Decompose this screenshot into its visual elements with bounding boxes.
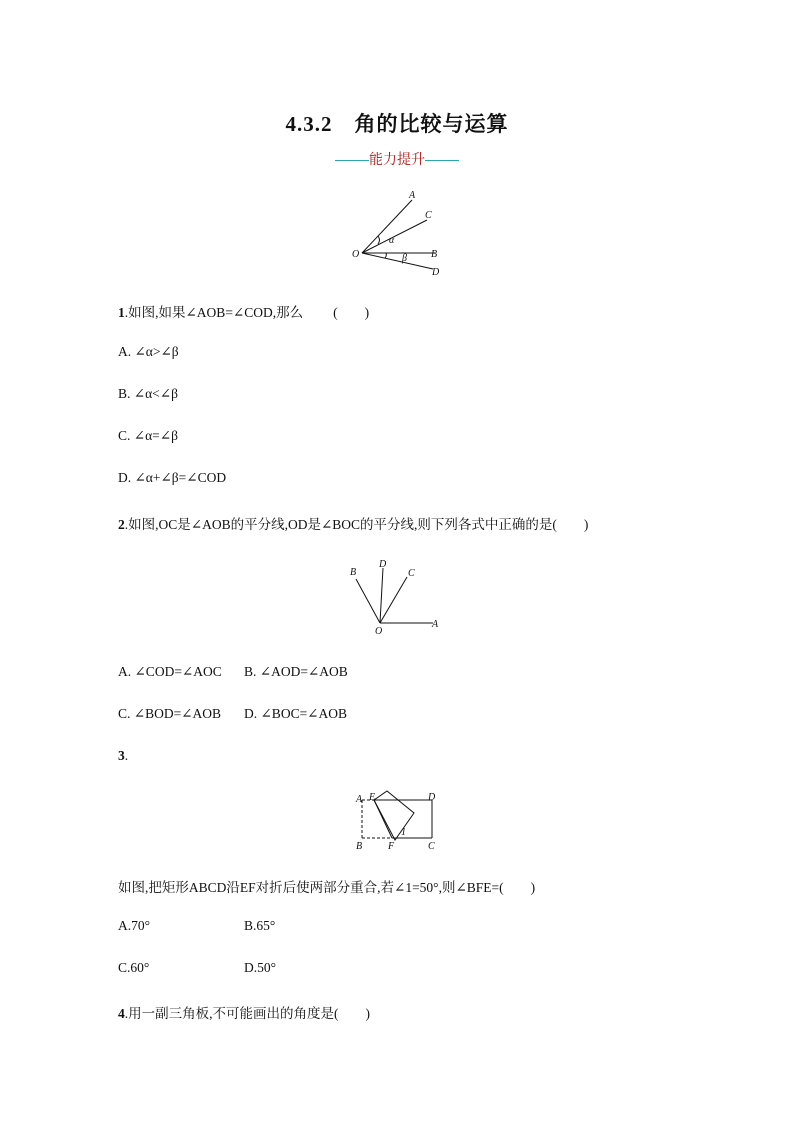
question-4-text: .用一副三角板,不可能画出的角度是( ) [124, 1006, 370, 1021]
label-d: D [432, 267, 440, 278]
label-alpha: α [389, 235, 395, 246]
question-1 [118, 301, 369, 321]
label-a: A [409, 190, 416, 201]
page-title: 4.3.2 角的比较与运算 [285, 112, 509, 136]
label-o: O [352, 249, 360, 260]
arc-alpha [378, 236, 380, 244]
subtitle-rule-right [425, 160, 459, 161]
section-subtitle [0, 149, 794, 169]
q3-option-c: C.60° [118, 960, 150, 975]
question-1-number: 1 [118, 305, 125, 320]
question-3-dot: . [124, 748, 129, 763]
question-4 [118, 1002, 370, 1022]
q3-option-a: A.70° [118, 918, 151, 933]
label-b: B [356, 841, 363, 852]
figure-2-bisectors [345, 555, 445, 637]
figure-1-angles [345, 185, 455, 280]
label-c: C [428, 841, 435, 852]
q3-option-d: D.50° [244, 960, 277, 975]
ray-oa [362, 200, 412, 253]
q1-option-d: D. ∠α+∠β=∠COD [118, 470, 227, 485]
label-a: A [432, 619, 439, 630]
question-1-paren: ( ) [333, 305, 370, 320]
question-2 [118, 513, 588, 533]
label-beta: β [402, 253, 407, 264]
fold-line-ef [374, 800, 392, 838]
ray-ob [356, 579, 380, 623]
label-c: C [425, 210, 432, 221]
label-e: E [369, 792, 376, 803]
label-a: A [356, 794, 363, 805]
q1-option-a: A. ∠α>∠β [118, 344, 179, 359]
question-3-body: 如图,把矩形ABCD沿EF对折后使两部分重合,若∠1=50°,则∠BFE=( ) [118, 880, 536, 895]
subtitle-rule-left [335, 160, 369, 161]
q1-option-c: C. ∠α=∠β [118, 428, 178, 443]
label-o: O [375, 626, 383, 637]
q2-option-d: D. ∠BOC=∠AOB [244, 706, 347, 721]
question-1-text: .如图,如果∠AOB=∠COD,那么 [124, 305, 304, 320]
ray-od [362, 253, 433, 269]
label-b: B [431, 249, 438, 260]
question-3-number: 3 [118, 748, 125, 763]
label-b: B [350, 567, 357, 578]
q2-option-b: B. ∠AOD=∠AOB [244, 664, 348, 679]
question-2-number: 2 [118, 517, 125, 532]
q3-option-b: B.65° [244, 918, 276, 933]
q2-option-c: C. ∠BOD=∠AOB [118, 706, 221, 721]
question-2-text: .如图,OC是∠AOB的平分线,OD是∠BOC的平分线,则下列各式中正确的是( ) [124, 517, 589, 532]
folded-flap [374, 791, 414, 840]
label-f: F [388, 841, 395, 852]
figure-3-folded-rectangle [350, 786, 445, 854]
ray-od [380, 568, 383, 623]
q1-option-b: B. ∠α<∠β [118, 386, 178, 401]
q2-option-a: A. ∠COD=∠AOC [118, 664, 222, 679]
ray-oc [380, 577, 407, 623]
ray-oc [362, 220, 427, 253]
label-c: C [408, 568, 415, 579]
label-angle-1: 1 [401, 827, 406, 838]
label-d: D [428, 792, 436, 803]
question-4-number: 4 [118, 1006, 125, 1021]
subtitle-text: 能力提升 [369, 153, 425, 168]
question-3 [118, 748, 128, 764]
label-d: D [379, 559, 387, 570]
arc-beta [385, 253, 386, 258]
